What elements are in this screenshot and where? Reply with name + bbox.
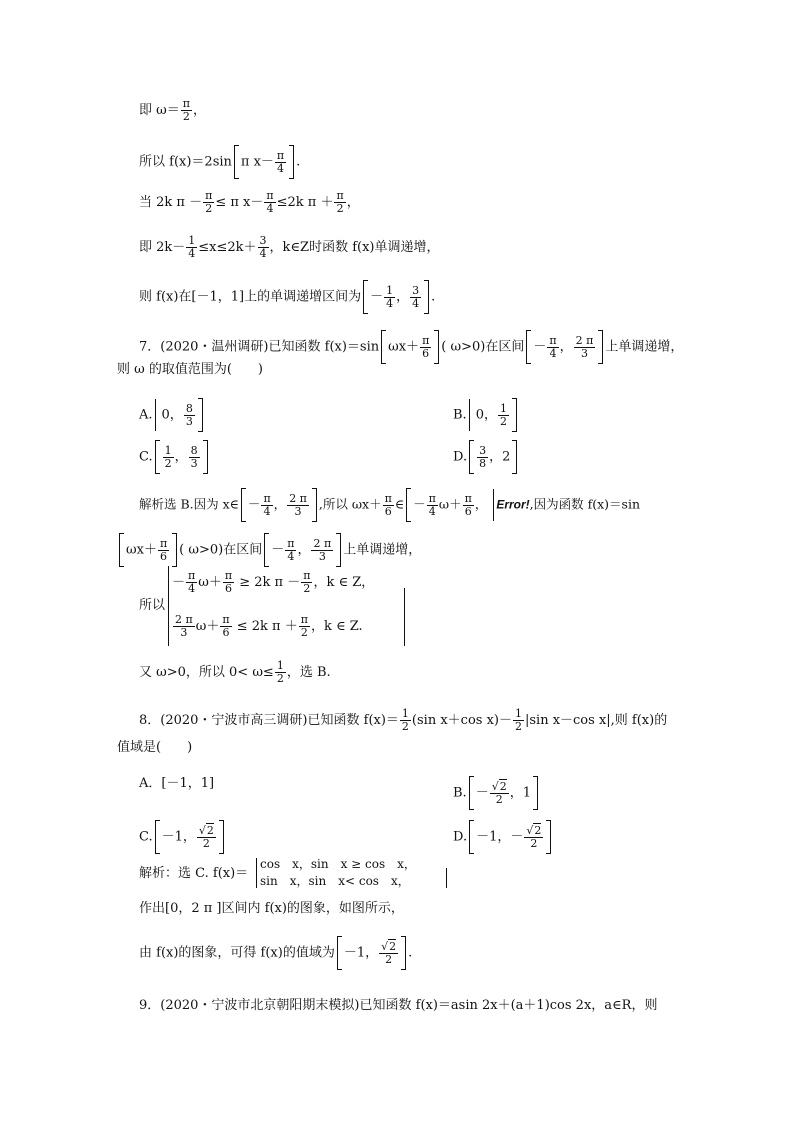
- question-7-solution-line1: 解析选 B.因为 x∈ － $\frac{\pi}{4}$ ， $\frac{2 \pi}{3}$ ,所以 ωx＋ $\frac{\pi}{6}$ ∈ － $\frac{\pi}{4}$ ω＋ $\frac{\pi}{6}$ ， Error!,因为函数 f(x)＝sin: [139, 488, 640, 522]
- system-inequality-1: － $\frac{\pi}{4}$ ω＋ $\frac{\pi}{6}$ ≥ 2k π － $\frac{\pi}{2}$ ，k ∈ Z，: [172, 569, 375, 595]
- question-8-stem-line2: 值域是( ): [117, 740, 193, 755]
- question-7-stem-line2: 则 ω 的取值范围为( ): [117, 362, 264, 377]
- system-brace-right: [398, 588, 405, 646]
- question-9-stem: 9．(2020・宁波市北京朝阳期末模拟)已知函数 f(x)＝asin 2x＋(a＋1)cos 2x，a∈R，则: [139, 998, 658, 1013]
- question-7-option-d: D. $\frac{3}{8}$ ，2: [453, 440, 519, 474]
- error-field-text: Error!: [496, 497, 530, 512]
- solution-line-omega: 即 ω＝ $\frac{\pi}{2}$ ，: [139, 97, 206, 123]
- solution-line-interval: 则 f(x)在[－1，1]上的单调递增区间为 － $\frac{1}{4}$ ， $\frac{3}{4}$ .: [139, 280, 435, 314]
- question-8-solution-range: 由 f(x)的图象，可得 f(x)的值域为 －1， $\frac{√2}{2}$ .: [139, 936, 412, 970]
- question-8-option-b: B. － $\frac{√2}{2}$ ，1: [453, 776, 540, 810]
- question-7-conclusion: 又 ω>0，所以 0< ω≤ $\frac{1}{2}$ ，选 B.: [139, 659, 331, 685]
- question-7-option-a: A. 0， $\frac{8}{3}$: [139, 398, 205, 432]
- piecewise-case-1: cos x，sin x ≥ cos x，: [260, 857, 416, 871]
- question-7-system-label: 所以: [139, 598, 166, 613]
- question-7-solution-line2: ωx＋ $\frac{\pi}{6}$ ( ω>0)在区间 － $\frac{\pi}{4}$ ， $\frac{2 \pi}{3}$ 上单调递增，: [117, 533, 421, 567]
- solution-line-k-range: 即 2k－ $\frac{1}{4}$ ≤x≤2k＋ $\frac{3}{4}$ ，k∈Z时函数 f(x)单调递增，: [139, 234, 440, 260]
- system-inequality-2: $\frac{2 \pi}{3}$ ω＋ $\frac{\pi}{6}$ ≤ 2k π ＋ $\frac{\pi}{2}$ ，k ∈ Z.: [175, 613, 363, 639]
- question-7-stem: 7．(2020・温州调研)已知函数 f(x)＝sin ωx＋ $\frac{\pi}{6}$ ( ω>0)在区间 － $\frac{\pi}{4}$ ， $\frac{2 \pi}{3}$ 上单调递增，: [139, 330, 683, 364]
- fraction: $\frac{\pi}{2}$: [182, 97, 190, 123]
- question-8-option-d: D. －1，－ $\frac{√2}{2}$: [453, 820, 553, 854]
- question-8-stem: 8．(2020・宁波市高三调研)已知函数 f(x)＝ $\frac{1}{2}$ (sin x＋cos x)－ $\frac{1}{2}$ |sin x－cos x|,则 f(x)的: [139, 707, 668, 733]
- question-8-option-c: C. －1， $\frac{√2}{2}$: [139, 820, 226, 854]
- solution-line-fx: 所以 f(x)＝2sin π x－ $\frac{\pi}{4}$ .: [139, 145, 300, 179]
- left-paren: [234, 145, 239, 179]
- right-paren: [289, 145, 294, 179]
- question-8-option-a: A．[－1，1]: [139, 776, 215, 791]
- piecewise-case-2: sin x，sin x< cos x，: [260, 874, 410, 888]
- question-7-option-b: B. 0， $\frac{1}{2}$: [453, 398, 519, 432]
- solution-line-inequality: 当 2k π － $\frac{\pi}{2}$ ≤ π x－ $\frac{\pi}{4}$ ≤2k π ＋ $\frac{\pi}{2}$ ，: [139, 189, 360, 215]
- piecewise-brace-right: [440, 868, 447, 888]
- question-8-solution-graph-note: 作出[0，2 π ]区间内 f(x)的图象，如图所示，: [139, 901, 404, 916]
- question-7-option-c: C. $\frac{1}{2}$ ， $\frac{8}{3}$: [139, 440, 210, 474]
- question-8-solution-label: 解析：选 C. f(x)＝: [139, 866, 249, 881]
